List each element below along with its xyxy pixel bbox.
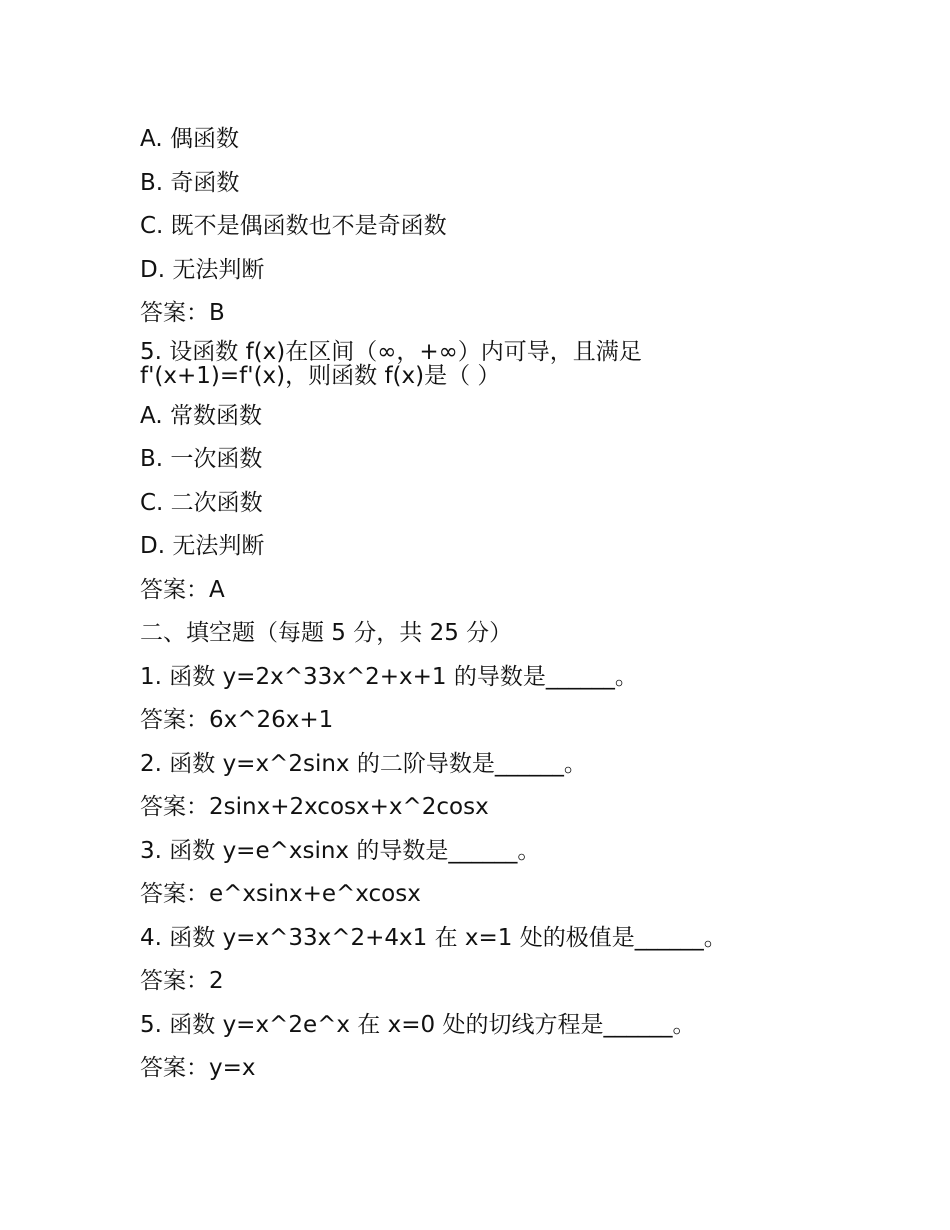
answer-line: 答案：B	[140, 300, 225, 326]
fill-answer-1: 答案：6x^26x+1	[140, 707, 334, 733]
fill-answer-3: 答案：e^xsinx+e^xcosx	[140, 881, 421, 907]
option-a-even-function: A. 偶函数	[140, 126, 239, 152]
fill-answer-5: 答案：y=x	[140, 1055, 256, 1081]
option-b-odd-function: B. 奇函数	[140, 169, 240, 196]
fill-question-2: 2. 函数 y=x^2sinx 的二阶导数是______。	[140, 750, 587, 777]
answer-line-2: 答案：A	[140, 576, 225, 603]
section-heading-fill-in: 二、填空题（每题 5 分，共 25 分）	[140, 620, 513, 646]
option-c-quadratic-function: C. 二次函数	[140, 489, 263, 516]
option-d-cannot-judge-2: D. 无法判断	[140, 533, 265, 559]
option-a-constant-function: A. 常数函数	[140, 402, 262, 429]
option-d-cannot-judge: D. 无法判断	[140, 256, 265, 283]
fill-question-1: 1. 函数 y=2x^33x^2+x+1 的导数是______。	[140, 663, 638, 690]
option-b-linear-function: B. 一次函数	[140, 446, 263, 472]
document-content	[140, 124, 840, 1097]
question-5: 5. 设函数 f(x)在区间（∞，+∞）内可导，且满足 f'(x+1)=f'(x)，则函数 f(x)是（ ）	[140, 338, 642, 389]
fill-question-5: 5. 函数 y=x^2e^x 在 x=0 处的切线方程是______。	[140, 1011, 696, 1038]
fill-question-3: 3. 函数 y=e^xsinx 的导数是______。	[140, 837, 541, 864]
fill-question-4: 4. 函数 y=x^33x^2+4x1 在 x=1 处的极值是______。	[140, 924, 727, 951]
option-c-neither: C. 既不是偶函数也不是奇函数	[140, 213, 447, 239]
fill-answer-4: 答案：2	[140, 968, 224, 994]
fill-answer-2: 答案：2sinx+2xcosx+x^2cosx	[140, 794, 489, 820]
